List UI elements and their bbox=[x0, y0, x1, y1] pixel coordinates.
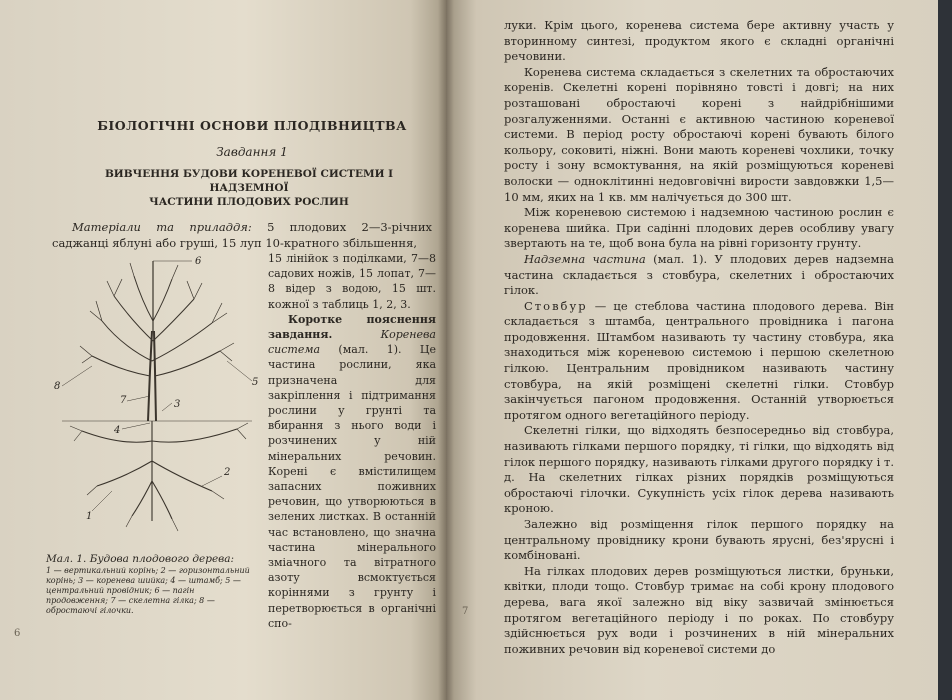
lab-title-line2: ЧАСТИНИ ПЛОДОВИХ РОСЛИН bbox=[149, 196, 349, 208]
materials-continuation: 15 лінійок з поділками, 7—8 садових ножів, 15 лопат, 7—8 відер з водою, 15 шт. кожної з таблиць 1, 2, 3. bbox=[268, 252, 436, 311]
side-text-column bbox=[268, 251, 436, 631]
short-explanation-label: Коротке пояснення завдання. bbox=[268, 312, 436, 342]
caption-title: Мал. 1. Будова плодового дерева: bbox=[46, 553, 235, 565]
right-paragraph-8: На гілках плодових дерев розміщуються листки, бруньки, квітки, плоди тощо. Стовбур тримає на собі крону плодового дерева, вага якої залежно від віку зазвичай змінюється протягом вегетаційного періоду і по роках. По стовбуру здійснюється рух води і розчинених в ній мінеральних поживних речовин від кореневої системи до bbox=[504, 563, 894, 656]
lab-title-line1: ВИВЧЕННЯ БУДОВИ КОРЕНЕВОЇ СИСТЕМИ І НАДЗЕМНОЇ bbox=[104, 168, 394, 194]
materials-text: 5 плодових 2—3-річних саджанці яблуні або груші, 15 луп 10-кратного збільшення, bbox=[52, 220, 432, 250]
fig-label-3: 3 bbox=[174, 399, 181, 410]
right-paragraph-3: Між кореневою системою і надземною частиною рослин є коренева шийка. При садінні плодових дерев особливу увагу звертають на те, щоб вона була на рівні горизонту грунту. bbox=[504, 205, 894, 251]
left-page bbox=[0, 0, 446, 700]
lab-title bbox=[66, 167, 432, 209]
materials-paragraph bbox=[52, 219, 432, 251]
figure-area bbox=[46, 251, 436, 631]
background-edge bbox=[938, 0, 952, 700]
above-ground-label: Надземна частина bbox=[524, 251, 646, 266]
fig-label-8: 8 bbox=[54, 381, 61, 392]
trunk-label: Стовбур bbox=[524, 298, 588, 313]
fig-label-5: 5 bbox=[252, 377, 259, 388]
right-page-number: 7 bbox=[462, 606, 469, 617]
left-page-number: 6 bbox=[14, 628, 21, 639]
fig-label-2: 2 bbox=[224, 467, 231, 478]
fig-label-4: 4 bbox=[114, 425, 121, 436]
root-system-label: Коренева система bbox=[268, 328, 436, 357]
right-paragraph-1: луки. Крім цього, коренева система бере активну участь у вторинному синтезі, продуктом якого є складні органічні речовини. bbox=[504, 18, 894, 64]
explanation-paragraph bbox=[268, 312, 436, 631]
right-paragraph-4: Надземна частина (мал. 1). У плодових дерев надземна частина складається з стовбура, скелетних і обростаючих гілок. bbox=[504, 251, 894, 298]
tree-illustration bbox=[52, 251, 262, 551]
right-paragraph-7: Залежно від розміщення гілок першого порядку на центральному провіднику крони бувають ярусні, без'ярусні і комбіновані. bbox=[504, 517, 894, 563]
section-title: БІОЛОГІЧНІ ОСНОВИ ПЛОДІВНИЦТВА bbox=[97, 118, 407, 133]
right-page bbox=[446, 0, 952, 700]
explanation-text: (мал. 1). Це частина рослини, яка призначена для закріплення і підтримання рослини у грунті та вбирання з нього води і розчинених у ній мінеральних речовин. Корені є вмістилищем запасних поживних речовин, що утворюються в зелених листках. В останній час встановлено, що значна частина мінерального зміачного та вітратного азоту всмоктується коріннями з грунту і перетворюється в органічні спо- bbox=[268, 343, 436, 630]
fig-label-1: 1 bbox=[86, 511, 93, 522]
book-gutter bbox=[438, 0, 454, 700]
figure-caption bbox=[46, 553, 250, 616]
fig-label-7: 7 bbox=[120, 395, 127, 406]
caption-text: 1 — вертикальний корінь; 2 — горизонтальний корінь; 3 — коренева шийка; 4 — штамб; 5 — центральний провідник; 6 — пагін продовження; 7 — скелетна гілка; 8 — обростаючі гілочки. bbox=[46, 566, 250, 615]
task-title: Завдання 1 bbox=[216, 145, 288, 159]
materials-label: Матеріали та приладдя: bbox=[72, 220, 252, 234]
right-paragraph-2: Коренева система складається з скелетних та обростаючих коренів. Скелетні корені порівняно товсті і довгі; на них розташовані обростаючі корені з найдрібнішими розгалуженнями. Останні є активною частиною кореневої системи. В період росту обростаючі корені бувають білого кольору, соковиті, ніжні. Вони мають кореневі чохлики, точку росту і зону всмоктування, на якій розміщуються кореневі волоски — одноклітинні недовговічні вирости завдовжки 1,5—10 мм, яких на 1 кв. мм налічується до 300 шт. bbox=[504, 64, 894, 204]
right-paragraph-5: Стовбур — це стеблова частина плодового дерева. Він складається з штамба, центрального провідника і пагона продовження. Штамбом називають ту частину стовбура, яка знаходиться між кореневою системою і першою скелетною гілкою. Центральним провідником називають частину стовбура, на якій розміщені скелетні гілки. Стовбур закінчується пагоном продовження. Останній утворюється протягом одного вегетаційного періоду. bbox=[504, 298, 894, 422]
fig-label-6: 6 bbox=[195, 256, 202, 267]
right-paragraph-6: Скелетні гілки, що відходять безпосередньо від стовбура, називають гілками першого порядку, ті гілки, що відходять від гілок першого порядку, називають гілками другого порядку і т. д. На скелетних гілках різних порядків розміщуються обростаючі гілочки. Сукупність усіх гілок дерева називають кроною. bbox=[504, 423, 894, 516]
